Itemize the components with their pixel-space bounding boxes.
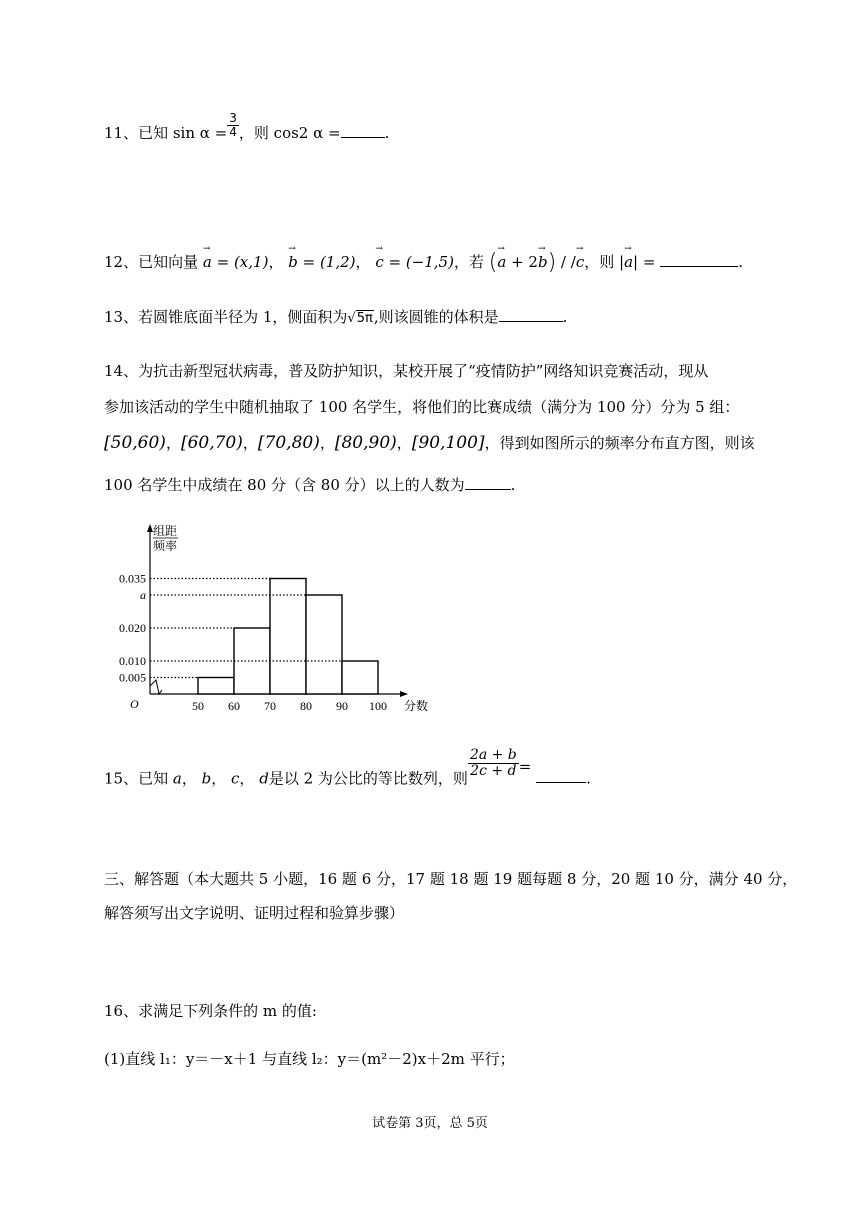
y-tick-label: 0.035 bbox=[119, 571, 146, 586]
section-3-instructions: 解答须写出文字说明、证明过程和验算步骤） bbox=[104, 904, 405, 922]
histogram-bar bbox=[270, 579, 306, 695]
answer-blank[interactable] bbox=[341, 137, 385, 138]
answer-blank[interactable] bbox=[499, 321, 563, 322]
question-number: 14、 bbox=[104, 362, 139, 380]
interval-3: [70,80) bbox=[257, 433, 320, 453]
histogram-bar bbox=[306, 595, 342, 694]
answer-blank[interactable] bbox=[660, 266, 738, 267]
y-axis-label-bottom: 频率 bbox=[153, 539, 178, 553]
frequency-histogram bbox=[100, 518, 440, 718]
question-number: 15、 bbox=[104, 769, 139, 788]
magnitude-a: |→ a| bbox=[619, 253, 638, 271]
y-tick-label: a bbox=[140, 588, 146, 602]
section-3-heading: 三、解答题（本大题共 5 小题，16 题 6 分，17 题 18 题 19 题每题 8 分，20 题 10 分，满分 40 分， bbox=[104, 870, 798, 888]
var-d: d bbox=[259, 769, 269, 788]
vector-c: → c bbox=[375, 253, 383, 271]
var-b: b bbox=[201, 769, 212, 788]
y-tick-label: 0.010 bbox=[119, 654, 146, 668]
y-axis-label-top: 组距 bbox=[153, 524, 178, 538]
x-tick-label: 90 bbox=[336, 699, 348, 713]
question-number: 11、 bbox=[104, 124, 139, 143]
answer-blank[interactable] bbox=[465, 489, 511, 490]
x-tick-label: 100 bbox=[369, 699, 387, 713]
origin-label: O bbox=[130, 697, 139, 711]
x-axis-label: 分数 bbox=[404, 699, 429, 713]
parallel-condition: (→ a + 2→ b) / /→ c bbox=[489, 253, 584, 271]
var-a: a bbox=[172, 769, 182, 788]
fraction-three-quarters: $\frac{3}{4}$ bbox=[229, 111, 237, 140]
x-tick-label: 70 bbox=[264, 699, 276, 713]
question-16-part-1: (1)直线 l₁：y＝－x＋1 与直线 l₂：y＝(m²－2)x＋2m 平行； bbox=[104, 1050, 515, 1068]
question-15: 15、已知 a， b， c， d是以 2 为公比的等比数列，则 $\frac{2a + b}{2c + d}$ = . bbox=[104, 747, 591, 788]
question-16: 16、求满足下列条件的 m 的值: bbox=[104, 1002, 317, 1020]
question-14-line-3: [50,60)，[60,70)，[70,80)，[80,90)，[90,100]，得到如图所示的频率分布直方图，则该 bbox=[104, 433, 755, 453]
x-axis-arrow bbox=[400, 691, 408, 697]
y-tick-label: 0.005 bbox=[119, 670, 146, 685]
question-11: 11、已知 sin α = $\frac{3}{4}$ ，则 cos2 α = . bbox=[104, 111, 390, 143]
interval-4: [80,90) bbox=[334, 433, 397, 453]
question-12: 12、已知向量 → a = (x,1)， → b = (1,2)， → c = (−1,5)，若 (→ a + 2→ b) / /→ c，则 |→ a| = . bbox=[104, 250, 743, 275]
interval-5: [90,100] bbox=[411, 433, 485, 453]
x-tick-label: 80 bbox=[300, 699, 312, 713]
interval-2: [60,70) bbox=[180, 433, 243, 453]
x-tick-label: 50 bbox=[192, 699, 204, 713]
page-footer: 试卷第 3页，总 5页 bbox=[372, 1116, 488, 1131]
question-14-line-4: 100 名学生中成绩在 80 分（含 80 分）以上的人数为 . bbox=[104, 476, 516, 494]
interval-1: [50,60) bbox=[104, 433, 166, 453]
var-c: c bbox=[231, 769, 240, 788]
question-number: 13、 bbox=[104, 308, 139, 326]
vector-a: → a bbox=[203, 253, 212, 271]
y-tick-label: 0.020 bbox=[119, 621, 146, 635]
histogram-bar bbox=[198, 678, 234, 695]
question-number: 12、 bbox=[104, 253, 139, 271]
axis-break-mark bbox=[150, 680, 162, 694]
answer-blank[interactable] bbox=[536, 782, 586, 783]
question-13: 13、若圆锥底面半径为 1，侧面积为√5π,则该圆锥的体积是 . bbox=[104, 308, 568, 326]
histogram-bar bbox=[342, 661, 378, 694]
x-tick-label: 60 bbox=[228, 699, 240, 713]
sqrt-expression: √5π bbox=[347, 311, 373, 326]
question-14-line-1: 14、为抗击新型冠状病毒，普及防护知识，某校开展了“疫情防护”网络知识竞赛活动，现从 bbox=[104, 362, 709, 380]
vector-b: → b bbox=[288, 253, 298, 271]
question-14-line-2: 参加该活动的学生中随机抽取了 100 名学生，将他们的比赛成绩（满分为 100 分）分为 5 组： bbox=[104, 398, 740, 416]
ratio-fraction: $\frac{2a + b}{2c + d}$ bbox=[469, 747, 517, 780]
